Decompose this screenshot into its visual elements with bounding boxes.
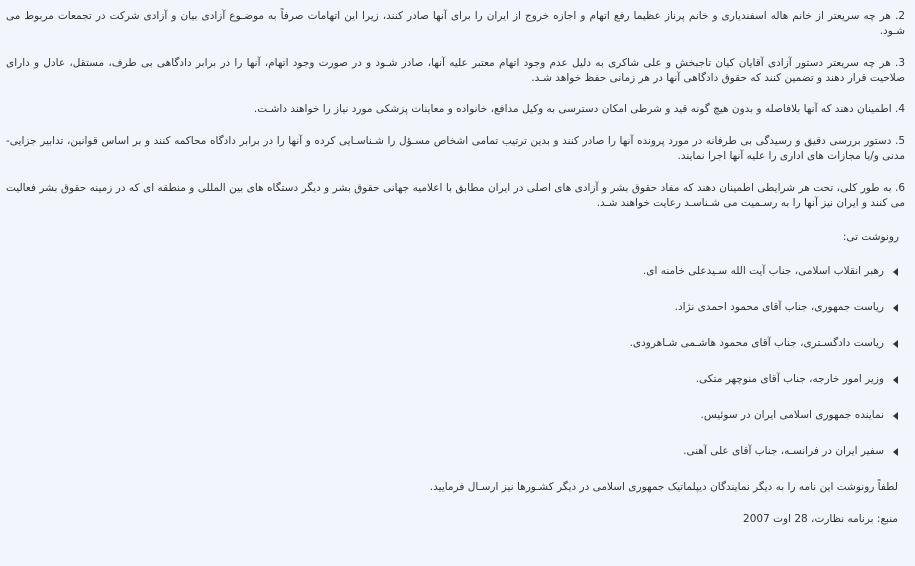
bullet-triangle-icon — [893, 340, 898, 348]
list-item-text: رياست دادگسـترى، جناب آقاى محمود هاشـمى شـاهرودى. — [629, 337, 884, 349]
closing-note: لطفاً رونوشت اين نامه را به ديگر نمايندگان ديپلماتيک جمهورى اسلامى در ديگر كشـورها نيز ارسـال فرماييد. — [429, 481, 898, 493]
bullet-triangle-icon — [893, 268, 898, 276]
list-item — [6, 264, 898, 279]
bullet-triangle-icon — [893, 412, 898, 420]
paragraph-3: 3. هر چه سريعتر دستور آزادى آقايان كيان تاجبخش و على شاكرى به دليل عدم وجود اتهام معتبر عليه آنها، صادر شـود و در صورت وجود اتهام، آنها را در برابر دادگاهى بى طرف، مستقل، عادل و داراى صلاحيت قرار دهند و تضمين كنند كه حقوق دادگاهى آنها در هر زمانى حفظ خواهد شـد. — [6, 57, 905, 84]
copies-heading: رونوشت تی: — [842, 231, 899, 243]
paragraph-6: 6. به طور كلى، تحت هر شرايطى اطمينان دهند كه مفاد حقوق بشر و آزادى هاى اصلى در ايران مطابق با اعلاميه جهانى حقوق بشر و ديگر دستگاه هاى بين المللى و منطقه اى كه در زمينه حقوق بشر فعاليت مى كنند و ايران نيز آنها را به رسـميت مى شـناسـد رعايت خواهند شـد. — [6, 182, 905, 209]
paragraph-4: 4. اطمينان دهند كه آنها بلافاصله و بدون هيچ گونه قيد و شرطى امكان دسترسى به وكيل مدافع، خانواده و معاينات پزشكى مورد نياز را خواهند داشـت. — [253, 103, 905, 115]
list-item-text: رهبر انقلاب اسلامى، جناب آيت الله سـيدعلى خامنه اى. — [642, 265, 884, 277]
list-item-text: وزير امور خارجه، جناب آقاى منوچهر متكى. — [695, 373, 884, 385]
list-item — [6, 336, 898, 351]
list-item — [6, 408, 898, 423]
paragraph-2: 2. هر چه سريعتر از خانم هاله اسفنديارى و خانم پرناز عظيما رفع اتهام و اجازه خروج از ايران را براى آنها صادر كنند، زيرا اين اتهامات صرفاً به موضـوع آزادى بيان و آزادى شركت در تجمعات مربوط مى شـود. — [6, 10, 905, 37]
bullet-triangle-icon — [893, 304, 898, 312]
list-item — [6, 444, 898, 459]
paragraph-5: 5. دستور بررسى دقيق و رسيدگى بى طرفانه در مورد پرونده آنها را صادر كنند و بدين ترتيب تمامى اشخاص مسـؤل را شـناسـايى كرده و آنها را در برابر دادگاه محاكمه كنند و بر اساس قوانين، تدابير جزايى-مدنى و/يا مجازات هاى ادارى را عليه آنها اجرا نمايند. — [6, 135, 905, 162]
list-item — [6, 300, 898, 315]
list-item-text: نماينده جمهورى اسلامى ايران در سوئيس. — [700, 409, 884, 421]
list-item-text: رياست جمهورى، جناب آقاى محمود احمدى نژاد. — [674, 301, 884, 313]
copies-list — [6, 264, 905, 459]
bullet-triangle-icon — [893, 448, 898, 456]
list-item — [6, 372, 898, 387]
bullet-triangle-icon — [893, 376, 898, 384]
source-line: منبع: برنامه نظارت، 28 اوت 2007 — [743, 513, 898, 525]
list-item-text: سفير ايران در فرانسـه، جناب آقاى على آهنى. — [683, 445, 884, 457]
